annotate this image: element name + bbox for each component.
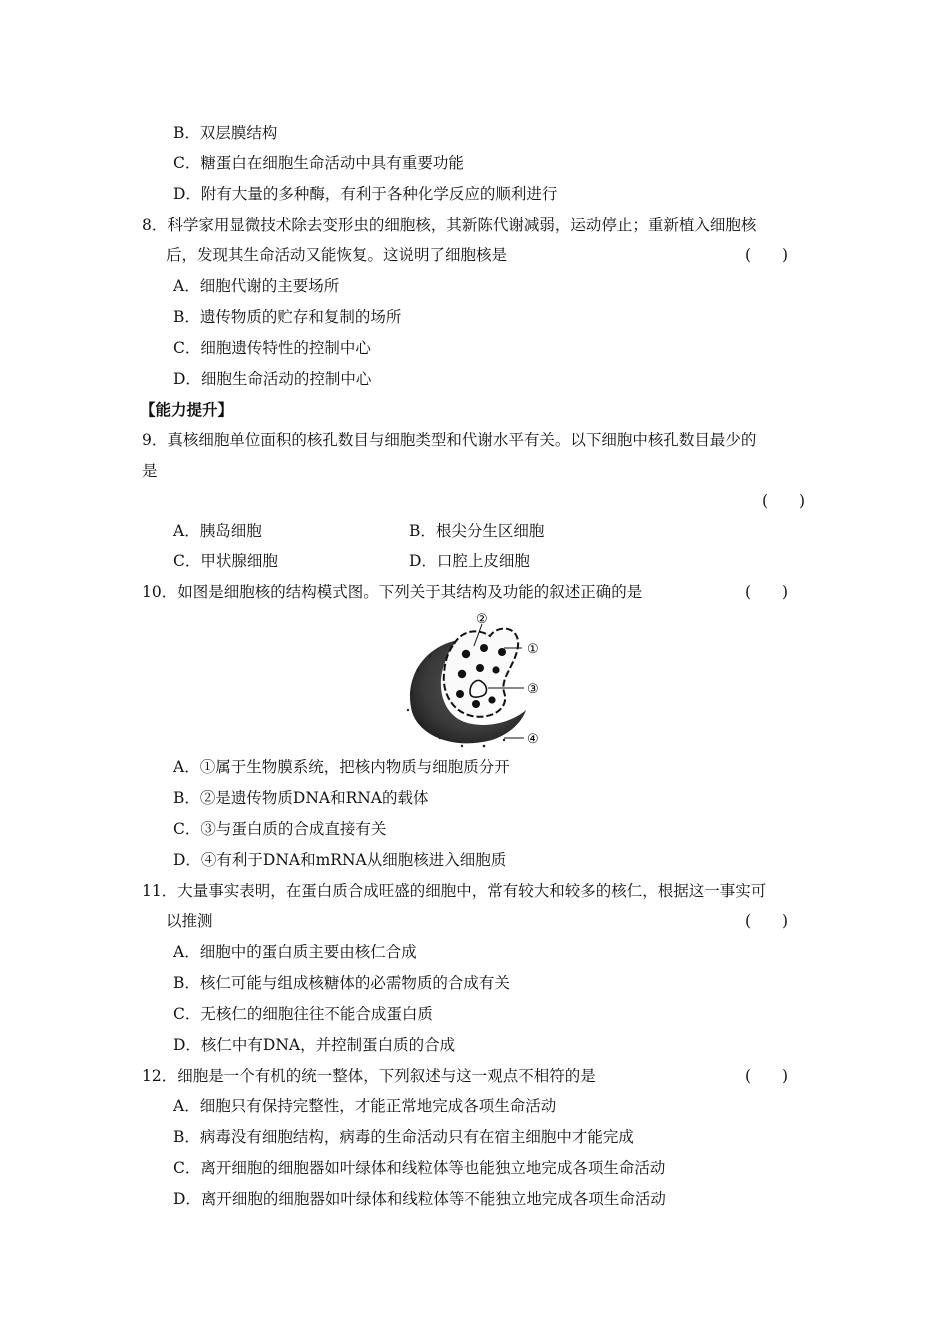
q11-option-a: A．细胞中的蛋白质主要由核仁合成 <box>173 943 417 961</box>
q9-answer-blank: ( ) <box>762 492 806 510</box>
q12-option-a: A．细胞只有保持完整性，才能正常地完成各项生命活动 <box>173 1097 557 1115</box>
q9-option-d: D．口腔上皮细胞 <box>409 552 530 570</box>
q7-option-b: B．双层膜结构 <box>173 124 278 142</box>
q8-answer-blank: ( ) <box>745 246 789 264</box>
q10-stem-line1: 10．如图是细胞核的结构模式图。下列关于其结构及功能的叙述正确的是 <box>142 583 643 601</box>
q11-option-c: C．无核仁的细胞往往不能合成蛋白质 <box>173 1005 433 1023</box>
q11-answer-blank: ( ) <box>745 912 789 930</box>
nuclear-envelope <box>444 629 518 717</box>
q9-option-c: C．甲状腺细胞 <box>173 552 278 570</box>
q8-option-a: A．细胞代谢的主要场所 <box>173 277 340 295</box>
nucleus-diagram <box>400 612 560 752</box>
q10-option-c: C．③与蛋白质的合成直接有关 <box>173 820 387 838</box>
q11-option-b: B．核仁可能与组成核糖体的必需物质的合成有关 <box>173 974 510 992</box>
q7-option-c: C．糖蛋白在细胞生命活动中具有重要功能 <box>173 154 464 172</box>
q8-option-b: B．遗传物质的贮存和复制的场所 <box>173 308 402 326</box>
q12-answer-blank: ( ) <box>745 1067 789 1085</box>
nucleolus <box>470 680 487 697</box>
q8-option-c: C．细胞遗传特性的控制中心 <box>173 339 371 357</box>
q12-option-b: B．病毒没有细胞结构，病毒的生命活动只有在宿主细胞中才能完成 <box>173 1128 634 1146</box>
q12-option-c: C．离开细胞的细胞器如叶绿体和线粒体等也能独立地完成各项生命活动 <box>173 1159 666 1177</box>
section-title: 【能力提升】 <box>140 400 234 419</box>
q8-stem-line1: 8．科学家用显微技术除去变形虫的细胞核，其新陈代谢减弱，运动停止；重新植入细胞核 <box>142 216 757 234</box>
q10-option-a: A．①属于生物膜系统，把核内物质与细胞质分开 <box>173 758 510 776</box>
q8-option-d: D．细胞生命活动的控制中心 <box>173 370 372 388</box>
label-4: ④ <box>527 732 539 747</box>
q9-option-b: B．根尖分生区细胞 <box>409 522 545 540</box>
label-1: ① <box>527 642 539 657</box>
q9-stem-line2: 是 <box>142 462 158 480</box>
q10-answer-blank: ( ) <box>745 583 789 601</box>
q11-option-d: D．核仁中有DNA，并控制蛋白质的合成 <box>173 1036 456 1054</box>
q9-stem-line1: 9．真核细胞单位面积的核孔数目与细胞类型和代谢水平有关。以下细胞中核孔数目最少的 <box>142 431 757 449</box>
q7-option-d: D．附有大量的多种酶，有利于各种化学反应的顺利进行 <box>173 185 558 203</box>
label-2: ② <box>476 612 488 627</box>
q11-stem-line2: 以推测 <box>166 912 213 930</box>
q9-option-a: A．胰岛细胞 <box>173 522 262 540</box>
q11-stem-line1: 11．大量事实表明，在蛋白质合成旺盛的细胞中，常有较大和较多的核仁，根据这一事实可 <box>142 882 767 900</box>
label-3: ③ <box>527 682 539 697</box>
q12-option-d: D．离开细胞的细胞器如叶绿体和线粒体等不能独立地完成各项生命活动 <box>173 1190 666 1208</box>
q8-stem-line2: 后，发现其生命活动又能恢复。这说明了细胞核是 <box>166 246 508 264</box>
q10-option-d: D．④有利于DNA和mRNA从细胞核进入细胞质 <box>173 851 507 869</box>
q12-stem-line1: 12．细胞是一个有机的统一整体，下列叙述与这一观点不相符的是 <box>142 1067 596 1085</box>
q10-option-b: B．②是遗传物质DNA和RNA的载体 <box>173 789 429 807</box>
